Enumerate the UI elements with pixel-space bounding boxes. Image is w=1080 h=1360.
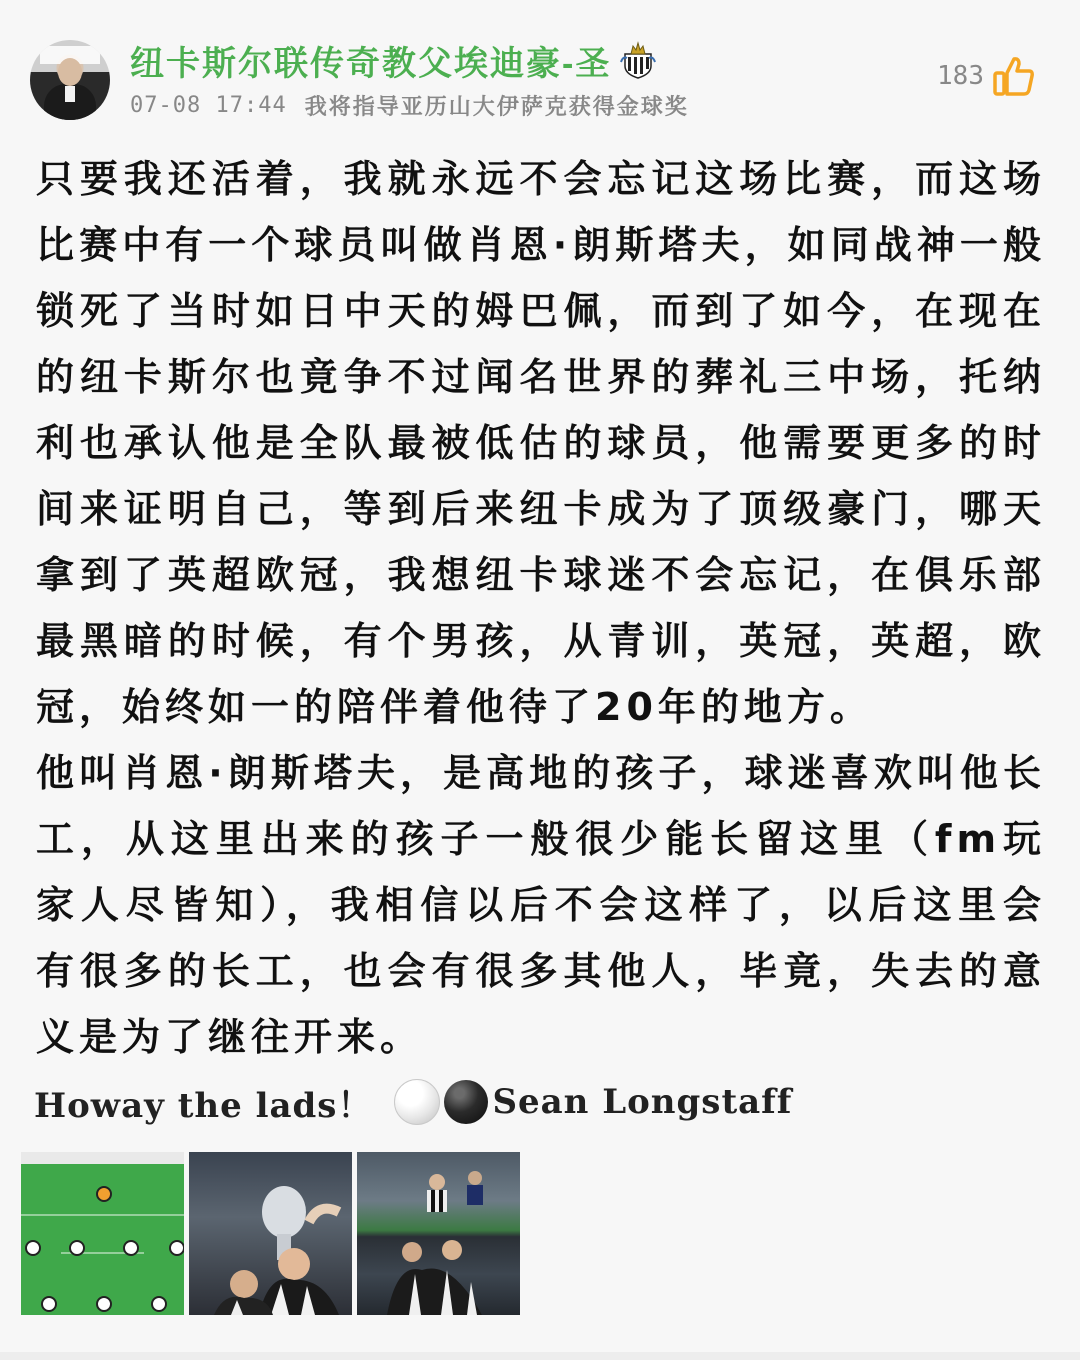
name-row <box>130 38 657 82</box>
footer-divider <box>0 1352 1080 1360</box>
newcastle-crest-icon <box>619 40 657 80</box>
post-paragraph: 只要我还活着，我就永远不会忘记这场比赛，而这场比赛中有一个球员叫做肖恩·朗斯塔夫，如同战神一般锁死了当时如日中天的姆巴佩，而到了如今，在现在的纽卡斯尔也竟争不过闻名世界的葬礼三中场，托纳利也承认他是全队最被低估的球员，他需要更多的时间来证明自己，等到后来纽卡成为了顶级豪门，哪天拿到了英超欧冠，我想纽卡球迷不会忘记，在俱乐部最黑暗的时候，有个男孩，从青训，英冠，英超，欧冠，始终如一的陪伴着他待了20年的地方。 <box>36 157 1046 729</box>
white-circle-emoji <box>394 1079 440 1125</box>
username[interactable]: 纽卡斯尔联传奇教父埃迪豪-圣 <box>130 44 612 83</box>
post-paragraph: 他叫肖恩·朗斯塔夫，是高地的孩子，球迷喜欢叫他长工，从这里出来的孩子一般很少能长留这里（fm玩家人尽皆知），我相信以后不会这样了，以后这里会有很多的长工，也会有很多其他人，毕竟，失去的意义是为了继往开来。 <box>36 751 1046 1059</box>
post-header <box>30 36 1050 126</box>
match-collage-photo[interactable] <box>357 1152 520 1315</box>
post-body <box>36 146 1046 1070</box>
black-circle-emoji <box>444 1080 488 1124</box>
like-button[interactable] <box>937 54 1036 98</box>
post-timestamp: 07-08 17:44 <box>130 93 287 118</box>
tagline-player: Sean Longstaff <box>492 1082 793 1122</box>
image-gallery <box>21 1152 520 1315</box>
avatar[interactable] <box>30 40 110 120</box>
post-tagline <box>34 1076 792 1128</box>
like-count: 183 <box>937 61 984 91</box>
tagline-text: Howay the lads！ <box>34 1085 373 1126</box>
meta-row <box>130 90 689 121</box>
thumbs-up-icon <box>992 54 1036 98</box>
lineup-screenshot[interactable] <box>21 1152 184 1315</box>
user-signature: 我将指导亚历山大伊萨克获得金球奖 <box>304 95 689 120</box>
trophy-celebration-photo[interactable] <box>189 1152 352 1315</box>
